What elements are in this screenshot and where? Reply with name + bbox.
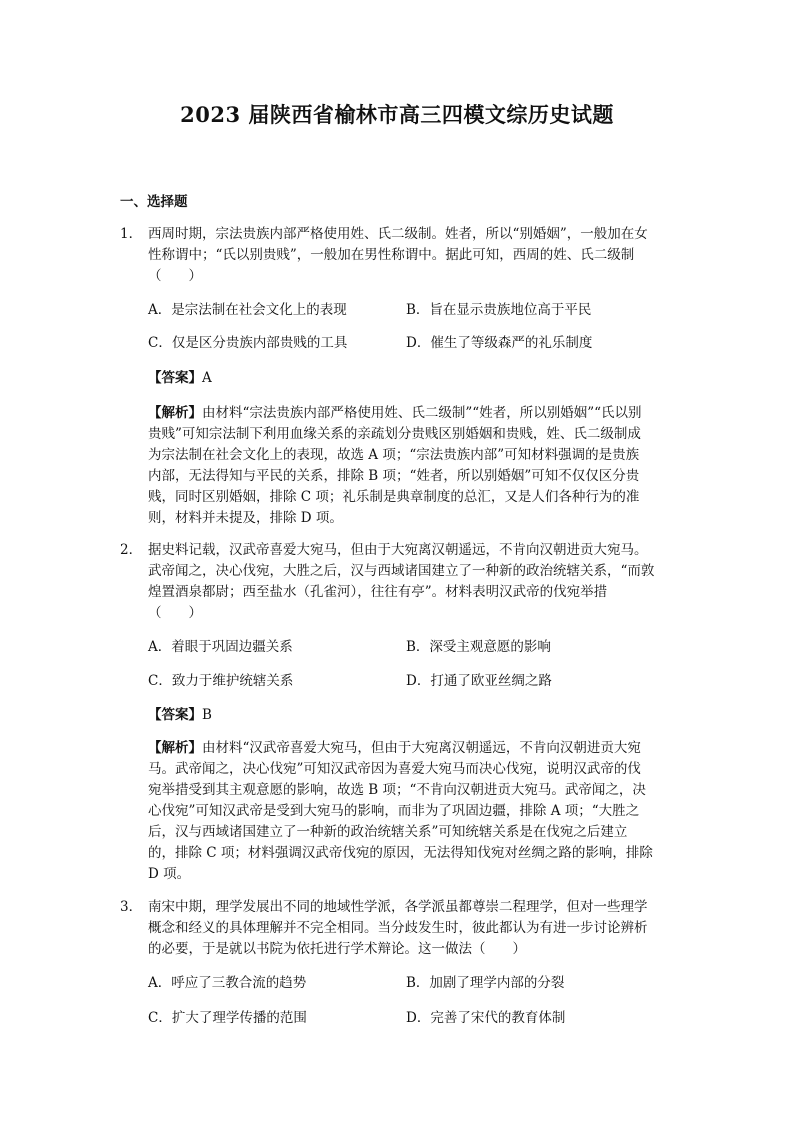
question-number: 1． xyxy=(120,226,143,242)
question-stem-line: 武帝闻之，决心伐宛，大胜之后，汉与西域诸国建立了一种新的政治统辖关系，“而敦 xyxy=(148,563,655,579)
option-b[interactable]: B．加剧了理学内部的分裂 xyxy=(406,975,565,991)
question-stem-line: 性称谓中；“氏以别贵贱”，一般加在男性称谓中。据此可知，西周的姓、氏二级制 xyxy=(148,247,635,263)
option-b[interactable]: B．深受主观意愿的影响 xyxy=(406,639,551,655)
option-c[interactable]: C．致力于维护统辖关系 xyxy=(148,673,294,689)
question-stem-line: 概念和经义的具体理解并不完全相同。当分歧发生时，彼此都认为有进一步讨论辨析 xyxy=(148,920,648,936)
analysis-line: 则，材料并未提及，排除 D 项。 xyxy=(148,510,343,526)
option-row xyxy=(148,1008,688,1029)
option-c[interactable]: C．扩大了理学传播的范围 xyxy=(148,1010,307,1026)
option-b[interactable]: B．旨在显示贵族地位高于平民 xyxy=(406,302,592,318)
option-a[interactable]: A．呼应了三教合流的趋势 xyxy=(148,975,307,991)
question-number: 2． xyxy=(120,542,143,558)
section-heading: 一、选择题 xyxy=(120,194,188,210)
answer-label: 【答案】 xyxy=(148,370,202,386)
analysis-line: 后，汉与西域诸国建立了一种新的政治统辖关系”可知统辖关系是在伐宛之后建立 xyxy=(148,824,628,840)
analysis-line: 由材料“宗法贵族内部严格使用姓、氏二级制”“姓者，所以别婚姻”“氏以别 xyxy=(202,405,642,421)
analysis-line: 马。武帝闻之，决心伐宛”可知汉武帝因为喜爱大宛马而决心伐宛，说明汉武帝的伐 xyxy=(148,761,641,777)
analysis-label: 【解析】 xyxy=(148,740,202,756)
option-d[interactable]: D．完善了宋代的教育体制 xyxy=(406,1010,566,1026)
option-row xyxy=(148,671,688,692)
question-stem-line: 煌置酒泉都尉；西至盐水（孔雀河），往往有亭”。材料表明汉武帝的伐宛举措 xyxy=(148,584,608,600)
analysis-label: 【解析】 xyxy=(148,405,202,421)
option-a[interactable]: A．是宗法制在社会文化上的表现 xyxy=(148,302,347,318)
analysis-line: 由材料“汉武帝喜爱大宛马，但由于大宛离汉朝遥远，不肯向汉朝进贡大宛 xyxy=(202,740,641,756)
question-stem-line: 南宋中期，理学发展出不同的地域性学派，各学派虽都尊崇二程理学，但对一些理学 xyxy=(148,899,648,915)
question-2 xyxy=(120,540,680,624)
option-row xyxy=(148,333,688,354)
question-stem-line: （ ） xyxy=(148,605,202,621)
analysis-line: 宛举措受到其主观意愿的影响，故选 B 项；“不肯向汉朝进贡大宛马。武帝闻之，决 xyxy=(148,782,646,798)
option-c[interactable]: C．仅是区分贵族内部贵贱的工具 xyxy=(148,335,348,351)
option-row xyxy=(148,973,688,994)
question-stem-line: 西周时期，宗法贵族内部严格使用姓、氏二级制。姓者，所以“别婚姻”，一般加在女 xyxy=(148,226,648,242)
option-row xyxy=(148,300,688,321)
answer-value: A xyxy=(202,370,212,386)
question-stem-line: （ ） xyxy=(148,268,202,284)
answer-value: B xyxy=(202,707,212,723)
page-title: 2023 届陕西省榆林市高三四模文综历史试题 xyxy=(180,102,614,127)
answer-label: 【答案】 xyxy=(148,707,202,723)
analysis-line: 贱，同时区别婚姻，排除 C 项；礼乐制是典章制度的总汇，又是人们各种行为的准 xyxy=(148,489,640,505)
option-d[interactable]: D．催生了等级森严的礼乐制度 xyxy=(406,335,593,351)
analysis-line: 内部，无法得知与平民的关系，排除 B 项；“姓者，所以别婚姻”可知不仅仅区分贵 xyxy=(148,468,640,484)
analysis-line: 的，排除 C 项；材料强调汉武帝伐宛的原因，无法得知伐宛对丝绸之路的影响，排除 xyxy=(148,845,653,861)
question-3 xyxy=(120,897,680,960)
analysis-line: 为宗法制在社会文化上的表现，故选 A 项；“宗法贵族内部”可知材料强调的是贵族 xyxy=(148,447,640,463)
analysis-block xyxy=(148,403,678,529)
answer-line xyxy=(148,705,212,726)
analysis-line: 心伐宛”可知汉武帝是受到大宛马的影响，而非为了巩固边疆，排除 A 项；“大胜之 xyxy=(148,803,640,819)
analysis-line: 贵贱”可知宗法制下利用血缘关系的亲疏划分贵贱区别婚姻和贵贱，姓、氏二级制成 xyxy=(148,426,641,442)
question-number: 3． xyxy=(120,899,143,915)
option-row xyxy=(148,637,688,658)
option-a[interactable]: A．着眼于巩固边疆关系 xyxy=(148,639,293,655)
question-stem-line: 据史料记载，汉武帝喜爱大宛马，但由于大宛离汉朝遥远，不肯向汉朝进贡大宛马。 xyxy=(148,542,648,558)
analysis-block xyxy=(148,738,678,885)
option-d[interactable]: D．打通了欧亚丝绸之路 xyxy=(406,673,552,689)
analysis-line: D 项。 xyxy=(148,866,191,882)
question-stem-line: 的必要，于是就以书院为依托进行学术辩论。这一做法（ ） xyxy=(148,941,526,957)
answer-line xyxy=(148,368,212,389)
question-1 xyxy=(120,224,680,287)
